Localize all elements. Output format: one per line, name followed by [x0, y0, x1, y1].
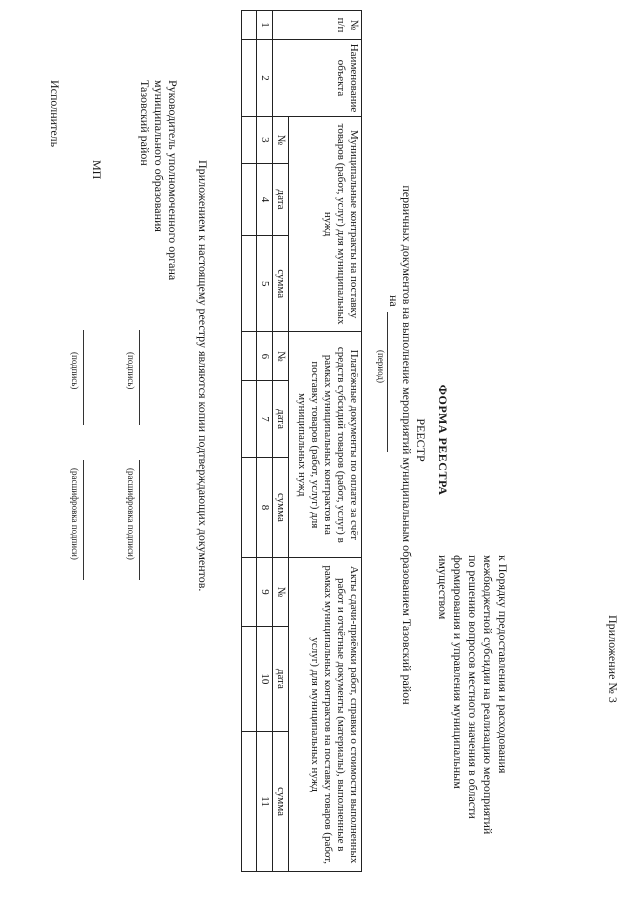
period-caption: (период) [376, 350, 386, 383]
attachment-note: Приложением к настоящему реестру являются копии подтверждающих документов. [196, 160, 210, 592]
column-number: 3 [257, 117, 273, 164]
appendix-line: к Порядку предоставления и расходования [496, 555, 510, 774]
stamp-label: МП [90, 160, 104, 180]
table-cell [242, 626, 257, 731]
executor-signature-caption: (подпись) [70, 352, 80, 390]
subheader-no: № [273, 558, 289, 626]
column-number: 7 [257, 381, 273, 457]
table-cell [242, 40, 257, 117]
registry-subtitle: первичных документов на выполнение мероприятий муниципальным образованием Тазовский район [400, 185, 414, 705]
registry-title: РЕЕСТР [414, 418, 428, 462]
group-contracts-header: Муниципальные контракты на поставку товаров (работ, услуг) для муниципальных нужд [289, 117, 362, 332]
executor-decode-caption: (расшифровка подписи) [70, 468, 80, 560]
appendix-line: по решению вопросов местного значения в области [466, 555, 480, 819]
table-cell [242, 381, 257, 457]
column-number: 11 [257, 732, 273, 872]
head-signature-line [139, 330, 140, 425]
column-number: 2 [257, 40, 273, 117]
column-number: 4 [257, 163, 273, 235]
subheader-date: дата [273, 381, 289, 457]
appendix-line: имуществом [436, 555, 450, 620]
column-number: 10 [257, 626, 273, 731]
head-label-line: Руководитель уполномоченного органа [166, 80, 180, 281]
col-number-header: № п/п [273, 11, 362, 40]
subheader-date: дата [273, 163, 289, 235]
signature-block [10, 80, 180, 730]
table-cell [242, 236, 257, 332]
executor-decode-line [83, 460, 84, 580]
table-cell [242, 457, 257, 558]
column-number: 1 [257, 11, 273, 40]
table-cell [242, 732, 257, 872]
table-cell [242, 332, 257, 381]
table-cell [242, 558, 257, 626]
subheader-date: дата [273, 626, 289, 731]
executor-label: Исполнитель [48, 80, 62, 148]
subheader-sum: сумма [273, 732, 289, 872]
appendix-line: межбюджетной субсидии на реализацию мероприятий [481, 555, 495, 835]
column-number: 8 [257, 457, 273, 558]
registry-table [241, 10, 362, 872]
column-number: 5 [257, 236, 273, 332]
appendix-title: Приложение № 3 [606, 615, 620, 703]
table-subheader-row [273, 11, 289, 872]
head-label-line: Тазовский район [138, 80, 152, 166]
column-number: 9 [257, 558, 273, 626]
table-header-row [289, 11, 362, 872]
subheader-no: № [273, 117, 289, 164]
appendix-header [435, 555, 620, 875]
table-cell [242, 163, 257, 235]
table-row [242, 11, 257, 872]
subheader-sum: сумма [273, 457, 289, 558]
subheader-sum: сумма [273, 236, 289, 332]
table-cell [242, 11, 257, 40]
executor-signature-line [83, 330, 84, 425]
col-object-header: Наименование объекта [273, 40, 362, 117]
head-signature-caption: (подпись) [126, 352, 136, 390]
column-number: 6 [257, 332, 273, 381]
form-title: ФОРМА РЕЕСТРА [436, 384, 450, 496]
group-acts-header: Акты сдачи-приёмки работ, справки о стоимости выполненных работ и отчётные документы (материалы), выполненные в рамках муниципальных контрактов на поставку товаров (работ, услуг) для муниципальных нужд [289, 558, 362, 872]
period-blank-line [387, 312, 388, 452]
period-prefix: на [387, 295, 401, 307]
head-decode-caption: (расшифровка подписи) [126, 468, 136, 560]
appendix-line: формирования и управления муниципальным [451, 555, 465, 789]
head-label-line: муниципального образования [152, 80, 166, 232]
column-number-row [257, 11, 273, 872]
group-payments-header: Платёжные документы по оплате за счёт средств субсидий товаров (работ, услуг) в рамках муниципальных контрактов на поставку товаров (работ, услуг) для муниципальных нужд [289, 332, 362, 558]
subheader-no: № [273, 332, 289, 381]
head-decode-line [139, 460, 140, 580]
table-cell [242, 117, 257, 164]
